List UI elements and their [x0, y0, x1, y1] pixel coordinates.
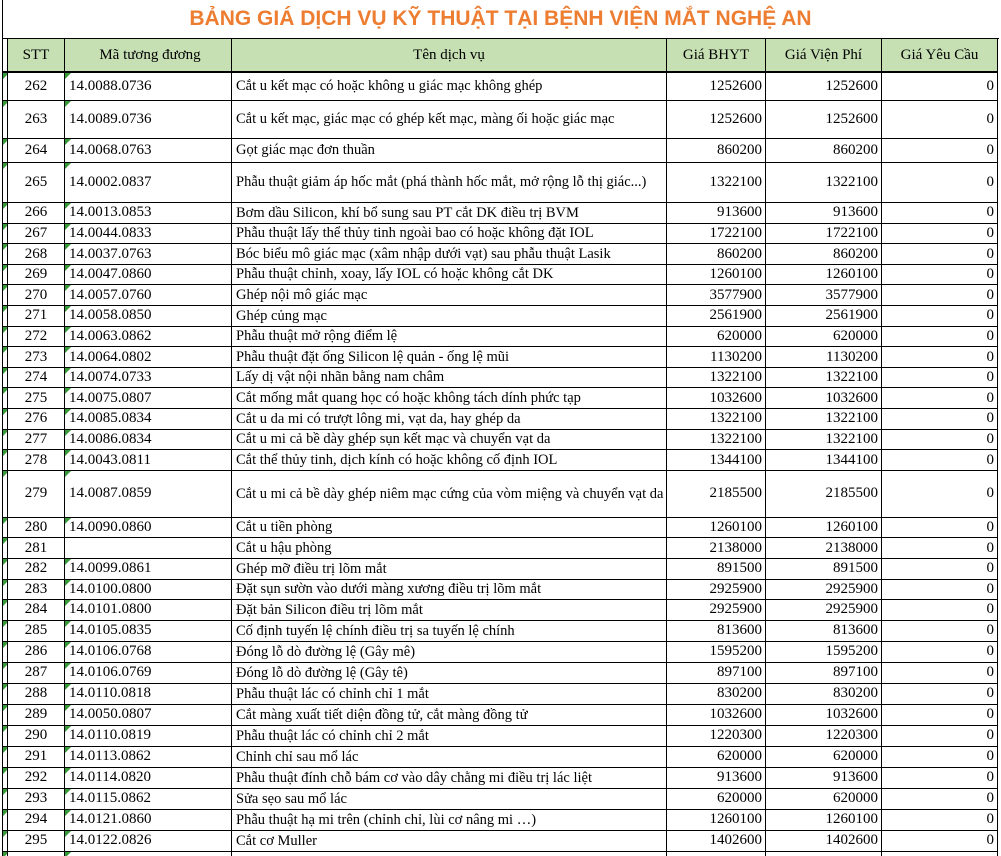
service-name-cell[interactable]: Gọt giác mạc đơn thuần	[232, 139, 667, 163]
price-yeucau-cell[interactable]: 0	[882, 244, 998, 265]
price-bhyt-cell[interactable]: 2561900	[667, 306, 766, 327]
error-indicator-icon	[65, 203, 71, 209]
price-vienphi-cell[interactable]: 1322100	[766, 409, 882, 430]
code-cell[interactable]: 14.0050.0807	[65, 705, 232, 726]
code-cell[interactable]: 14.0037.0763	[65, 244, 232, 265]
price-vienphi-cell[interactable]: 2925900	[766, 600, 882, 621]
table-header-row	[3, 39, 999, 73]
service-name-cell[interactable]: Cắt u tiền phòng	[232, 518, 667, 539]
price-bhyt-cell[interactable]: 897100	[667, 663, 766, 684]
price-vienphi-cell[interactable]: 1032600	[766, 388, 882, 409]
price-yeucau-cell[interactable]: 0	[882, 684, 998, 705]
price-bhyt-cell[interactable]: 1220300	[667, 726, 766, 747]
stt-cell[interactable]: 270	[8, 285, 65, 306]
code-cell[interactable]: 14.0013.0853	[65, 203, 232, 224]
price-yeucau-cell[interactable]: 0	[882, 559, 998, 580]
stt-cell[interactable]: 293	[8, 789, 65, 810]
table-row	[3, 789, 999, 810]
stt-cell[interactable]: 282	[8, 559, 65, 580]
price-yeucau-cell[interactable]: 0	[882, 73, 998, 101]
stt-cell[interactable]: 280	[8, 518, 65, 539]
price-bhyt-cell[interactable]: 860200	[667, 139, 766, 163]
stt-cell[interactable]: 263	[8, 101, 65, 139]
price-bhyt-cell[interactable]: 2138000	[667, 538, 766, 559]
service-name-cell[interactable]: Cắt u mi cả bề dày ghép sụn kết mạc và chuyển vạt da	[232, 430, 667, 451]
stt-cell[interactable]: 272	[8, 327, 65, 348]
header-code[interactable]: Mã tương đương	[65, 39, 232, 73]
error-indicator-icon	[65, 768, 71, 774]
error-indicator-icon	[65, 450, 71, 456]
price-yeucau-cell[interactable]: 0	[882, 409, 998, 430]
price-yeucau-cell[interactable]: 0	[882, 621, 998, 642]
service-name-cell[interactable]: Phẫu thuật giảm áp hốc mắt (phá thành hốc mắt, mở rộng lỗ thị giác...)	[232, 163, 667, 203]
stt-cell[interactable]: 262	[8, 73, 65, 101]
price-vienphi-cell[interactable]: 2138000	[766, 538, 882, 559]
price-bhyt-cell[interactable]: 1344100	[667, 450, 766, 471]
price-bhyt-cell[interactable]: 1322100	[667, 409, 766, 430]
price-bhyt-cell[interactable]: 860200	[667, 244, 766, 265]
service-name-cell[interactable]: Phẫu thuật lác có chỉnh chỉ 2 mắt	[232, 726, 667, 747]
price-vienphi-cell[interactable]: 913600	[766, 768, 882, 789]
error-indicator-icon	[65, 831, 71, 837]
service-name-cell[interactable]: Bóc biểu mô giác mạc (xâm nhập dưới vạt) sau phẫu thuật Lasik	[232, 244, 667, 265]
code-cell[interactable]: 14.0106.0769	[65, 663, 232, 684]
error-indicator-icon	[65, 642, 71, 648]
price-yeucau-cell[interactable]: 0	[882, 518, 998, 539]
table-row	[3, 139, 999, 163]
code-cell[interactable]: 14.0100.0800	[65, 580, 232, 601]
price-yeucau-cell[interactable]: 0	[882, 768, 998, 789]
error-indicator-icon	[65, 559, 71, 565]
price-vienphi-cell[interactable]: 913600	[766, 203, 882, 224]
error-indicator-icon	[65, 726, 71, 732]
stt-cell[interactable]: 281	[8, 538, 65, 559]
error-indicator-icon	[65, 789, 71, 795]
price-yeucau-cell[interactable]: 0	[882, 831, 998, 852]
code-cell[interactable]: 14.0114.0820	[65, 768, 232, 789]
error-indicator-icon	[65, 265, 71, 271]
code-cell[interactable]: 14.0088.0736	[65, 73, 232, 101]
price-yeucau-cell[interactable]: 0	[882, 368, 998, 389]
service-name-cell[interactable]: Phẫu thuật hạ mi trên (chỉnh chỉ, lùi cơ nâng mi …)	[232, 810, 667, 831]
error-indicator-icon	[65, 388, 71, 394]
stt-cell[interactable]: 294	[8, 810, 65, 831]
table-row	[3, 285, 999, 306]
table-row	[3, 306, 999, 327]
stt-cell[interactable]: 279	[8, 471, 65, 518]
header-stt[interactable]: STT	[8, 39, 65, 73]
price-vienphi-cell[interactable]: 620000	[766, 789, 882, 810]
code-cell[interactable]: 14.0075.0807	[65, 388, 232, 409]
code-cell[interactable]: 14.0089.0736	[65, 101, 232, 139]
service-name-cell[interactable]: Phẫu thuật lác có chỉnh chỉ 1 mắt	[232, 684, 667, 705]
error-indicator-icon	[65, 73, 71, 79]
price-yeucau-cell[interactable]: 0	[882, 224, 998, 245]
error-indicator-icon	[65, 244, 71, 250]
stt-cell[interactable]: 283	[8, 580, 65, 601]
price-bhyt-cell[interactable]: 2925900	[667, 580, 766, 601]
price-vienphi-cell[interactable]: 1220300	[766, 726, 882, 747]
price-bhyt-cell[interactable]: 1130200	[667, 347, 766, 368]
error-indicator-icon	[65, 163, 71, 169]
price-vienphi-cell[interactable]: 1402600	[766, 831, 882, 852]
table-row	[3, 559, 999, 580]
table-row	[3, 101, 999, 139]
price-bhyt-cell[interactable]: 1322100	[667, 163, 766, 203]
price-yeucau-cell[interactable]: 0	[882, 450, 998, 471]
error-indicator-icon	[65, 409, 71, 415]
price-bhyt-cell[interactable]: 1252600	[667, 73, 766, 101]
table-row	[3, 538, 999, 559]
error-indicator-icon	[65, 518, 71, 524]
table-row	[3, 327, 999, 348]
price-vienphi-cell[interactable]: 2561900	[766, 306, 882, 327]
price-bhyt-cell[interactable]: 1032600	[667, 705, 766, 726]
price-yeucau-cell[interactable]: 0	[882, 789, 998, 810]
stt-cell[interactable]: 275	[8, 388, 65, 409]
service-name-cell[interactable]: Phẫu thuật đặt ống Silicon lệ quản - ống lệ mũi	[232, 347, 667, 368]
code-cell[interactable]: 14.0064.0802	[65, 347, 232, 368]
price-vienphi-cell[interactable]: 860200	[766, 139, 882, 163]
table-row	[3, 684, 999, 705]
price-bhyt-cell[interactable]: 620000	[667, 747, 766, 768]
price-vienphi-cell[interactable]: 1322100	[766, 163, 882, 203]
price-yeucau-cell[interactable]: 0	[882, 163, 998, 203]
price-bhyt-cell[interactable]: 1402600	[667, 831, 766, 852]
stt-cell[interactable]: 284	[8, 600, 65, 621]
stt-cell[interactable]: 274	[8, 368, 65, 389]
stt-cell[interactable]: 295	[8, 831, 65, 852]
table-row	[3, 663, 999, 684]
table-row	[3, 621, 999, 642]
price-yeucau-cell[interactable]: 0	[882, 747, 998, 768]
price-vienphi-cell[interactable]: 891500	[766, 559, 882, 580]
stt-cell[interactable]: 264	[8, 139, 65, 163]
service-name-cell[interactable]: Phẫu thuật đính chỗ bám cơ vào dây chằng mi điều trị lác liệt	[232, 768, 667, 789]
service-name-cell[interactable]: Cắt u mi cả bề dày ghép niêm mạc cứng của vòm miệng và chuyển vạt da	[232, 471, 667, 518]
code-cell[interactable]: 14.0086.0834	[65, 430, 232, 451]
price-bhyt-cell[interactable]: 2185500	[667, 471, 766, 518]
price-bhyt-cell[interactable]: 1322100	[667, 368, 766, 389]
partial-next-row	[3, 852, 999, 856]
stt-cell[interactable]: 290	[8, 726, 65, 747]
price-yeucau-cell[interactable]: 0	[882, 203, 998, 224]
stt-cell[interactable]: 268	[8, 244, 65, 265]
table-row	[3, 224, 999, 245]
price-table	[2, 38, 999, 856]
service-name-cell[interactable]: Ghép mỡ điều trị lõm mắt	[232, 559, 667, 580]
code-cell[interactable]: 14.0110.0818	[65, 684, 232, 705]
service-name-cell[interactable]: Cắt cơ Muller	[232, 831, 667, 852]
price-yeucau-cell[interactable]: 0	[882, 306, 998, 327]
code-cell[interactable]: 14.0113.0862	[65, 747, 232, 768]
stt-cell[interactable]: 285	[8, 621, 65, 642]
code-cell[interactable]: 14.0044.0833	[65, 224, 232, 245]
price-vienphi-cell[interactable]: 813600	[766, 621, 882, 642]
table-row	[3, 388, 999, 409]
error-indicator-icon	[65, 705, 71, 711]
price-yeucau-cell[interactable]: 0	[882, 663, 998, 684]
service-name-cell[interactable]: Lấy dị vật nội nhãn bằng nam châm	[232, 368, 667, 389]
error-indicator-icon	[65, 471, 71, 477]
code-cell[interactable]: 14.0063.0862	[65, 327, 232, 348]
table-row	[3, 203, 999, 224]
price-yeucau-cell[interactable]: 0	[882, 471, 998, 518]
code-cell[interactable]: 14.0106.0768	[65, 642, 232, 663]
service-name-cell[interactable]: Đóng lỗ dò đường lệ (Gây mê)	[232, 642, 667, 663]
price-vienphi-cell[interactable]: 1130200	[766, 347, 882, 368]
error-indicator-icon	[65, 852, 71, 856]
code-cell[interactable]: 14.0043.0811	[65, 450, 232, 471]
service-name-cell[interactable]: Cố định tuyến lệ chính điều trị sa tuyến lệ chính	[232, 621, 667, 642]
service-name-cell[interactable]: Ghép củng mạc	[232, 306, 667, 327]
stt-cell[interactable]: 271	[8, 306, 65, 327]
price-vienphi-cell[interactable]: 860200	[766, 244, 882, 265]
price-yeucau-cell[interactable]: 0	[882, 430, 998, 451]
service-name-cell[interactable]: Đóng lỗ dò đường lệ (Gây tê)	[232, 663, 667, 684]
price-bhyt-cell[interactable]: 813600	[667, 621, 766, 642]
stt-cell[interactable]: 265	[8, 163, 65, 203]
stt-cell[interactable]: 276	[8, 409, 65, 430]
error-indicator-icon	[65, 224, 71, 230]
code-cell[interactable]: 14.0074.0733	[65, 368, 232, 389]
price-yeucau-cell[interactable]: 0	[882, 388, 998, 409]
service-name-cell[interactable]: Phẫu thuật mở rộng điểm lệ	[232, 327, 667, 348]
price-vienphi-cell[interactable]: 1722100	[766, 224, 882, 245]
error-indicator-icon	[65, 368, 71, 374]
price-vienphi-cell[interactable]: 1595200	[766, 642, 882, 663]
price-vienphi-cell[interactable]: 897100	[766, 663, 882, 684]
stt-cell[interactable]: 289	[8, 705, 65, 726]
service-name-cell[interactable]: Cắt u da mi có trượt lông mi, vạt da, hay ghép da	[232, 409, 667, 430]
header-service[interactable]: Tên dịch vụ	[232, 39, 667, 73]
price-yeucau-cell[interactable]: 0	[882, 580, 998, 601]
table-row	[3, 705, 999, 726]
code-cell[interactable]: 14.0122.0826	[65, 831, 232, 852]
price-vienphi-cell[interactable]: 830200	[766, 684, 882, 705]
price-vienphi-cell[interactable]: 620000	[766, 327, 882, 348]
price-yeucau-cell[interactable]	[882, 852, 998, 856]
price-vienphi-cell[interactable]: 1344100	[766, 450, 882, 471]
price-vienphi-cell[interactable]: 1322100	[766, 430, 882, 451]
stt-cell[interactable]: 291	[8, 747, 65, 768]
table-row	[3, 518, 999, 539]
code-cell[interactable]: 14.0087.0859	[65, 471, 232, 518]
service-name-cell[interactable]: Chỉnh chỉ sau mổ lác	[232, 747, 667, 768]
price-vienphi-cell[interactable]: 1252600	[766, 101, 882, 139]
service-name-cell[interactable]: Cắt thể thủy tinh, dịch kính có hoặc không cố định IOL	[232, 450, 667, 471]
price-vienphi-cell[interactable]: 1252600	[766, 73, 882, 101]
service-name-cell[interactable]: Cắt u kết mạc, giác mạc có ghép kết mạc, màng ối hoặc giác mạc	[232, 101, 667, 139]
service-name-cell[interactable]: Sửa sẹo sau mổ lác	[232, 789, 667, 810]
price-bhyt-cell[interactable]: 1722100	[667, 224, 766, 245]
error-indicator-icon	[65, 810, 71, 816]
price-bhyt-cell[interactable]: 1595200	[667, 642, 766, 663]
price-bhyt-cell[interactable]: 1252600	[667, 101, 766, 139]
table-row	[3, 471, 999, 518]
code-cell[interactable]: 14.0057.0760	[65, 285, 232, 306]
table-row	[3, 747, 999, 768]
table-row	[3, 244, 999, 265]
table-row	[3, 831, 999, 852]
price-vienphi-cell[interactable]: 2925900	[766, 580, 882, 601]
price-yeucau-cell[interactable]: 0	[882, 327, 998, 348]
error-indicator-icon	[65, 600, 71, 606]
service-name-cell[interactable]: Cắt u kết mạc có hoặc không u giác mạc không ghép	[232, 73, 667, 101]
code-cell[interactable]: 14.0058.0850	[65, 306, 232, 327]
title-row	[0, 0, 1001, 38]
price-bhyt-cell[interactable]: 891500	[667, 559, 766, 580]
stt-cell[interactable]: 266	[8, 203, 65, 224]
stt-cell[interactable]: 287	[8, 663, 65, 684]
code-cell[interactable]: 14.0047.0860	[65, 265, 232, 286]
error-indicator-icon	[65, 285, 71, 291]
stt-cell[interactable]: 288	[8, 684, 65, 705]
price-yeucau-cell[interactable]: 0	[882, 101, 998, 139]
code-cell[interactable]: 14.0068.0763	[65, 139, 232, 163]
price-vienphi-cell[interactable]: 1260100	[766, 518, 882, 539]
column-gridline	[2, 0, 3, 38]
price-vienphi-cell[interactable]: 2185500	[766, 471, 882, 518]
table-row	[3, 73, 999, 101]
price-bhyt-cell[interactable]: 1032600	[667, 388, 766, 409]
code-cell[interactable]: 14.0085.0834	[65, 409, 232, 430]
price-bhyt-cell[interactable]: 1260100	[667, 518, 766, 539]
error-indicator-icon	[65, 580, 71, 586]
table-row	[3, 265, 999, 286]
error-indicator-icon	[65, 621, 71, 627]
price-vienphi-cell[interactable]: 1032600	[766, 705, 882, 726]
service-name-cell[interactable]: Ghép nội mô giác mạc	[232, 285, 667, 306]
price-yeucau-cell[interactable]: 0	[882, 265, 998, 286]
code-cell[interactable]: 14.0099.0861	[65, 559, 232, 580]
price-yeucau-cell[interactable]: 0	[882, 347, 998, 368]
service-name-cell[interactable]: Cắt mống mắt quang học có hoặc không tách dính phức tạp	[232, 388, 667, 409]
stt-cell[interactable]: 267	[8, 224, 65, 245]
header-gia-bhyt[interactable]: Giá BHYT	[667, 39, 766, 73]
code-cell[interactable]: 14.0090.0860	[65, 518, 232, 539]
stt-cell[interactable]: 278	[8, 450, 65, 471]
stt-cell[interactable]	[8, 852, 65, 856]
price-vienphi-cell[interactable]: 620000	[766, 747, 882, 768]
service-name-cell[interactable]: Đặt bản Silicon điều trị lõm mắt	[232, 600, 667, 621]
service-name-cell[interactable]: Đặt sụn sườn vào dưới màng xương điều trị lõm mắt	[232, 580, 667, 601]
table-row	[3, 430, 999, 451]
error-indicator-icon	[65, 347, 71, 353]
price-bhyt-cell[interactable]	[667, 852, 766, 856]
code-cell[interactable]: 14.0115.0862	[65, 789, 232, 810]
header-gia-vienphi[interactable]: Giá Viện Phí	[766, 39, 882, 73]
price-yeucau-cell[interactable]: 0	[882, 139, 998, 163]
table-row	[3, 368, 999, 389]
price-vienphi-cell[interactable]	[766, 852, 882, 856]
code-cell[interactable]: 14.0121.0860	[65, 810, 232, 831]
price-vienphi-cell[interactable]: 1260100	[766, 810, 882, 831]
error-indicator-icon	[65, 101, 71, 107]
code-cell[interactable]: 14.0002.0837	[65, 163, 232, 203]
price-yeucau-cell[interactable]: 0	[882, 810, 998, 831]
price-bhyt-cell[interactable]: 2925900	[667, 600, 766, 621]
error-indicator-icon	[65, 327, 71, 333]
price-bhyt-cell[interactable]: 1322100	[667, 430, 766, 451]
table-row	[3, 768, 999, 789]
code-cell[interactable]	[65, 852, 232, 856]
table-row	[3, 726, 999, 747]
price-yeucau-cell[interactable]: 0	[882, 538, 998, 559]
code-cell[interactable]: 14.0105.0835	[65, 621, 232, 642]
code-cell[interactable]: 14.0101.0800	[65, 600, 232, 621]
table-row	[3, 642, 999, 663]
price-vienphi-cell[interactable]: 3577900	[766, 285, 882, 306]
stt-cell[interactable]: 273	[8, 347, 65, 368]
code-cell[interactable]	[65, 538, 232, 559]
price-yeucau-cell[interactable]: 0	[882, 285, 998, 306]
table-row	[3, 580, 999, 601]
service-name-cell[interactable]: Cắt màng xuất tiết diện đồng tử, cắt màng đồng tử	[232, 705, 667, 726]
price-bhyt-cell[interactable]: 913600	[667, 768, 766, 789]
service-name-cell[interactable]	[232, 852, 667, 856]
price-bhyt-cell[interactable]: 1260100	[667, 810, 766, 831]
service-name-cell[interactable]: Cắt u hậu phòng	[232, 538, 667, 559]
price-yeucau-cell[interactable]: 0	[882, 726, 998, 747]
error-indicator-icon	[65, 663, 71, 669]
error-indicator-icon	[65, 684, 71, 690]
error-indicator-icon	[65, 306, 71, 312]
price-bhyt-cell[interactable]: 620000	[667, 789, 766, 810]
price-bhyt-cell[interactable]: 913600	[667, 203, 766, 224]
service-name-cell[interactable]: Phẫu thuật chỉnh, xoay, lấy IOL có hoặc không cắt DK	[232, 265, 667, 286]
error-indicator-icon	[65, 139, 71, 145]
price-bhyt-cell[interactable]: 1260100	[667, 265, 766, 286]
price-yeucau-cell[interactable]: 0	[882, 600, 998, 621]
table-row	[3, 450, 999, 471]
page-title[interactable]: BẢNG GIÁ DỊCH VỤ KỸ THUẬT TẠI BỆNH VIỆN MẮT NGHỆ AN	[189, 7, 812, 30]
stt-cell[interactable]: 277	[8, 430, 65, 451]
service-name-cell[interactable]: Bơm dầu Silicon, khí bổ sung sau PT cắt DK điều trị BVM	[232, 203, 667, 224]
error-indicator-icon	[65, 747, 71, 753]
price-table-body	[3, 73, 999, 856]
stt-cell[interactable]: 286	[8, 642, 65, 663]
table-row	[3, 600, 999, 621]
service-name-cell[interactable]: Phẫu thuật lấy thể thủy tinh ngoài bao có hoặc không đặt IOL	[232, 224, 667, 245]
error-indicator-icon	[65, 430, 71, 436]
table-row	[3, 163, 999, 203]
price-vienphi-cell[interactable]: 1322100	[766, 368, 882, 389]
price-vienphi-cell[interactable]: 1260100	[766, 265, 882, 286]
price-yeucau-cell[interactable]: 0	[882, 705, 998, 726]
price-bhyt-cell[interactable]: 620000	[667, 327, 766, 348]
price-yeucau-cell[interactable]: 0	[882, 642, 998, 663]
price-bhyt-cell[interactable]: 830200	[667, 684, 766, 705]
table-row	[3, 810, 999, 831]
price-bhyt-cell[interactable]: 3577900	[667, 285, 766, 306]
stt-cell[interactable]: 292	[8, 768, 65, 789]
code-cell[interactable]: 14.0110.0819	[65, 726, 232, 747]
table-row	[3, 347, 999, 368]
stt-cell[interactable]: 269	[8, 265, 65, 286]
table-row	[3, 409, 999, 430]
header-gia-yeucau[interactable]: Giá Yêu Cầu	[882, 39, 998, 73]
